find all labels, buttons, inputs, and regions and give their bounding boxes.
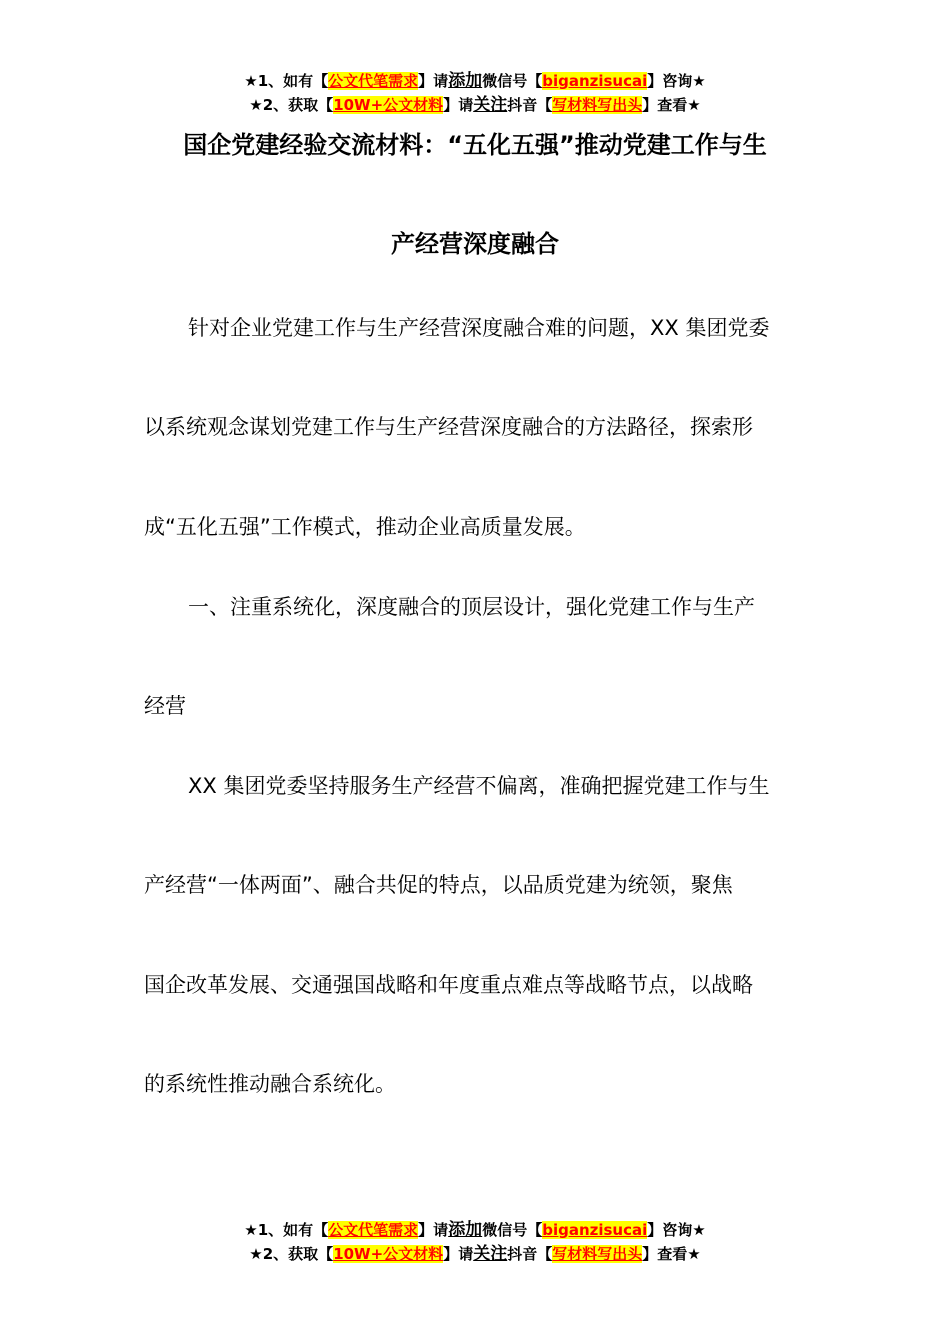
banner-text: ★1、如有【 (244, 72, 329, 90)
banner-text: 抖音【 (507, 96, 553, 114)
body-line: 国企改革发展、交通强国战略和年度重点难点等战略节点，以战略 (144, 973, 753, 997)
document-title-line-2: 产经营深度融合 (391, 230, 559, 258)
section-heading-line: 经营 (144, 694, 186, 718)
banner-text: 微信号【 (482, 72, 543, 90)
banner-text: 】咨询★ (647, 1221, 706, 1239)
banner-text: 】查看★ (642, 96, 701, 114)
document-title-line-1: 国企党建经验交流材料：“五化五强”推动党建工作与生 (183, 131, 767, 159)
banner-highlight: 写材料写出头 (552, 1245, 643, 1263)
banner-highlight: 10W+公文材料 (333, 96, 444, 114)
banner-text: 】查看★ (642, 1245, 701, 1263)
section-heading-line: 一、注重系统化，深度融合的顶层设计，强化党建工作与生产 (188, 595, 755, 619)
body-line: 成“五化五强”工作模式，推动企业高质量发展。 (144, 515, 586, 539)
banner-text: 】请 (418, 72, 449, 90)
banner-highlight: 10W+公文材料 (333, 1245, 444, 1263)
banner-text: ★1、如有【 (244, 1221, 329, 1239)
banner-text: ★2、获取【 (249, 96, 334, 114)
banner-text: 】请 (418, 1221, 449, 1239)
header-banner (0, 69, 950, 117)
banner-highlight: 公文代笔需求 (328, 72, 419, 90)
body-line: 的系统性推动融合系统化。 (144, 1072, 396, 1096)
body-line: 以系统观念谋划党建工作与生产经营深度融合的方法路径，探索形 (144, 415, 753, 439)
banner-line-2 (0, 1242, 950, 1266)
banner-line-1 (0, 1218, 950, 1242)
banner-emphasis: 添加 (448, 1220, 483, 1240)
footer-banner (0, 1218, 950, 1266)
banner-highlight: 公文代笔需求 (328, 1221, 419, 1239)
body-line: 针对企业党建工作与生产经营深度融合难的问题，XX 集团党委 (188, 316, 770, 340)
banner-highlight: 写材料写出头 (552, 96, 643, 114)
banner-text: 抖音【 (507, 1245, 553, 1263)
banner-emphasis: 关注 (473, 1244, 508, 1264)
banner-text: 】请 (443, 1245, 474, 1263)
banner-emphasis: 添加 (448, 71, 483, 91)
banner-text: 】请 (443, 96, 474, 114)
banner-line-2 (0, 93, 950, 117)
body-line: XX 集团党委坚持服务生产经营不偏离，准确把握党建工作与生 (188, 774, 770, 798)
banner-highlight: biganzisucai (542, 72, 648, 90)
banner-line-1 (0, 69, 950, 93)
banner-emphasis: 关注 (473, 95, 508, 115)
banner-highlight: biganzisucai (542, 1221, 648, 1239)
banner-text: 微信号【 (482, 1221, 543, 1239)
banner-text: 】咨询★ (647, 72, 706, 90)
banner-text: ★2、获取【 (249, 1245, 334, 1263)
body-line: 产经营“一体两面”、融合共促的特点，以品质党建为统领，聚焦 (144, 873, 733, 897)
